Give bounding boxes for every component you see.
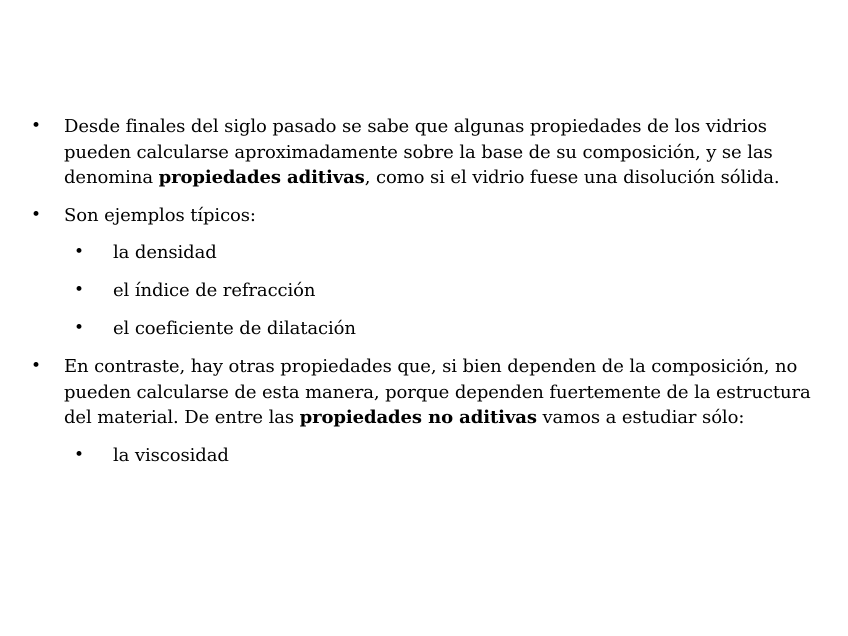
bullet-dot-icon: •	[74, 444, 84, 465]
bullet-text: En contraste, hay otras propiedades que, si bien dependen de la composición, no pueden calcularse de esta manera, porque dependen fuertemente de la estructura del material. De entre las	[64, 356, 811, 428]
bullet-item-examples	[0, 203, 848, 229]
sub-bullet-text: la viscosidad	[113, 444, 229, 466]
bold-term-additive: propiedades aditivas	[158, 167, 365, 188]
sub-bullet-text: el coeficiente de dilatación	[113, 318, 356, 339]
bullet-dot-icon: •	[31, 116, 41, 136]
sub-bullet-text: el índice de refracción	[113, 280, 316, 301]
bold-term-non-additive: propiedades no aditivas	[299, 407, 537, 428]
bullet-item-additive-properties	[0, 114, 848, 191]
bullet-dot-icon: •	[74, 242, 84, 262]
bullet-dot-icon: •	[74, 318, 84, 338]
bullet-text: vamos a estudiar sólo:	[536, 407, 745, 428]
bullet-dot-icon: •	[31, 204, 41, 225]
sub-bullet-item	[0, 316, 848, 342]
sub-bullet-text: la densidad	[113, 242, 217, 263]
bullet-dot-icon: •	[74, 280, 84, 300]
bullet-text: , como si el vidrio fuese una disolución sólida.	[364, 167, 780, 188]
sub-bullet-item	[0, 278, 848, 304]
sub-bullet-item	[0, 240, 848, 266]
bullet-text: Desde finales del siglo pasado se sabe que algunas propiedades de los vidrios pueden calcularse aproximadamente sobre la base de su composición, y se las denomina	[64, 116, 773, 188]
slide-body	[0, 114, 848, 481]
bullet-dot-icon: •	[31, 356, 41, 376]
bullet-text: Son ejemplos típicos:	[64, 204, 256, 226]
bullet-item-non-additive	[0, 354, 848, 431]
sub-bullet-item	[0, 443, 848, 469]
